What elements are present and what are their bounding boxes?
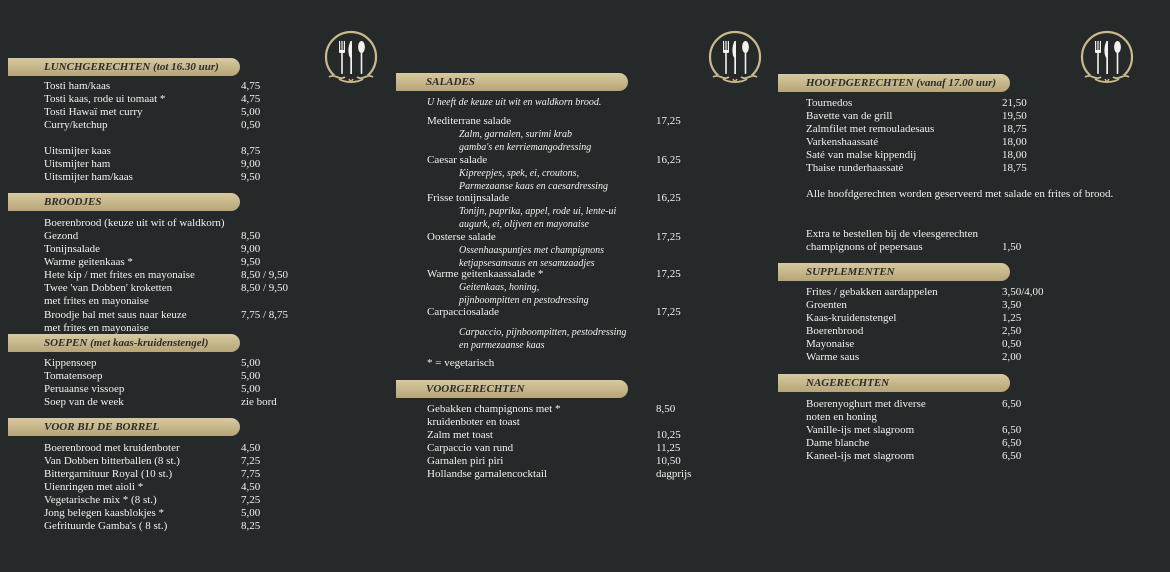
menu-item-price: 10,50 bbox=[656, 455, 681, 467]
section-title: SOEPEN (met kaas-kruidenstengel) bbox=[44, 337, 209, 349]
menu-item-name: Tonijnsalade bbox=[44, 243, 101, 255]
menu-item-price: 0,50 bbox=[241, 119, 261, 131]
menu-item-price: 7,75 / 8,75 bbox=[241, 309, 289, 321]
menu-item-name: Garnalen piri piri bbox=[427, 455, 504, 467]
menu-item-description: Carpaccio, pijnboompitten, pestodressing bbox=[459, 327, 627, 338]
menu-item-price: 5,00 bbox=[241, 507, 261, 519]
section-title: VOORGERECHTEN bbox=[426, 383, 525, 395]
menu-item-description: Tonijn, paprika, appel, rode ui, lente-ui bbox=[459, 206, 617, 217]
menu-item-name: Tosti ham/kaas bbox=[44, 80, 111, 92]
menu-item-price: 9,50 bbox=[241, 171, 261, 183]
cutlery-icon bbox=[707, 29, 763, 89]
menu-item-name: Tournedos bbox=[806, 97, 853, 109]
menu-item-price: 6,50 bbox=[1002, 424, 1022, 436]
menu-item-name: Tosti kaas, rode ui tomaat * bbox=[44, 93, 166, 105]
menu-item-name: Hollandse garnalencocktail bbox=[427, 468, 548, 480]
menu-item-price: 7,25 bbox=[241, 455, 261, 467]
menu-item-price: dagprijs bbox=[656, 468, 692, 480]
menu-item-name: Tosti Hawaï met curry bbox=[44, 106, 143, 118]
menu-item-name: Caesar salade bbox=[427, 154, 488, 166]
menu-item-description: Kipreepjes, spek, ei, croutons, bbox=[459, 168, 580, 179]
menu-item-name: Carpaccio van rund bbox=[427, 442, 514, 454]
menu-item-price: 17,25 bbox=[656, 268, 681, 280]
menu-item-price: 4,75 bbox=[241, 80, 261, 92]
menu-item-price: 18,75 bbox=[1002, 162, 1027, 174]
menu-item-price: 9,50 bbox=[241, 256, 261, 268]
menu-item-price: zie bord bbox=[241, 396, 277, 408]
menu-item-price: 8,50 / 9,50 bbox=[241, 269, 289, 281]
menu-item-name: Dame blanche bbox=[806, 437, 870, 449]
menu-item-price: 21,50 bbox=[1002, 97, 1027, 109]
menu-item-name: Oosterse salade bbox=[427, 231, 496, 243]
menu-item-price: 6,50 bbox=[1002, 437, 1022, 449]
menu-item-price: 8,50 / 9,50 bbox=[241, 282, 289, 294]
section-title: SUPPLEMENTEN bbox=[806, 266, 895, 278]
menu-item-price: 7,75 bbox=[241, 468, 261, 480]
menu-item-name: Kaas-kruidenstengel bbox=[806, 312, 897, 324]
salades-intro: U heeft de keuze uit wit en waldkorn brood. bbox=[427, 97, 602, 108]
menu-item-name: Gefrituurde Gamba's ( 8 st.) bbox=[44, 520, 168, 532]
menu-item-name: Varkenshaassaté bbox=[806, 136, 879, 148]
cutlery-icon bbox=[1079, 29, 1135, 89]
menu-item-name: Kaneel-ijs met slagroom bbox=[806, 450, 915, 462]
menu-item-price: 8,25 bbox=[241, 520, 261, 532]
menu-item-name: Warme geitenkaas * bbox=[44, 256, 133, 268]
menu-item-price: 18,00 bbox=[1002, 149, 1027, 161]
menu-item-price: 5,00 bbox=[241, 383, 261, 395]
menu-item-price: 8,50 bbox=[656, 403, 676, 415]
menu-item-price: 9,00 bbox=[241, 243, 261, 255]
menu-item-name: met frites en mayonaise bbox=[44, 322, 149, 334]
menu-item-name: Uitsmijter ham bbox=[44, 158, 111, 170]
menu-item-description: Geitenkaas, honing, bbox=[459, 282, 540, 293]
menu-item-name: Kippensoep bbox=[44, 357, 97, 369]
section-header-voorgerechten bbox=[396, 380, 628, 398]
menu-item-description: Zalm, garnalen, surimi krab bbox=[459, 129, 573, 140]
menu-item-description: gamba's en kerriemangodressing bbox=[459, 142, 592, 153]
menu-item-name: Warme geitenkaassalade * bbox=[427, 268, 544, 280]
menu-item-price: 16,25 bbox=[656, 192, 681, 204]
menu-item-description: pijnboompitten en pestodressing bbox=[459, 295, 589, 306]
menu-item-price: 18,75 bbox=[1002, 123, 1027, 135]
menu-item-name: Thaise runderhaassaté bbox=[806, 162, 904, 174]
menu-item-name: Mediterrane salade bbox=[427, 115, 511, 127]
menu-item-name: Broodje bal met saus naar keuze bbox=[44, 309, 187, 321]
menu-item-name: Frites / gebakken aardappelen bbox=[806, 286, 938, 298]
menu-item-name: noten en honing bbox=[806, 411, 877, 423]
menu-item-price: 8,75 bbox=[241, 145, 261, 157]
menu-item-name: Jong belegen kaasblokjes * bbox=[44, 507, 165, 519]
section-title: HOOFDGERECHTEN (vanaf 17.00 uur) bbox=[806, 77, 997, 89]
menu-item-price: 3,50/4,00 bbox=[1002, 286, 1044, 298]
menu-item-name: Van Dobben bitterballen (8 st.) bbox=[44, 455, 180, 467]
menu-item-price: 5,00 bbox=[241, 370, 261, 382]
menu-item-price: 6,50 bbox=[1002, 450, 1022, 462]
section-header-lunch bbox=[8, 58, 240, 76]
menu-item-name: Boerenbrood (keuze uit wit of waldkorn) bbox=[44, 217, 225, 229]
menu-item-price: 19,50 bbox=[1002, 110, 1027, 122]
menu-item-price: 4,50 bbox=[241, 442, 261, 454]
menu-item-price: 9,00 bbox=[241, 158, 261, 170]
menu-item-name: Bittergarnituur Royal (10 st.) bbox=[44, 468, 173, 480]
section-header-nagerechten bbox=[778, 374, 1010, 392]
menu-item-price: 5,00 bbox=[241, 357, 261, 369]
menu-item-name: Hete kip / met frites en mayonaise bbox=[44, 269, 195, 281]
menu-item-name: Vegetarische mix * (8 st.) bbox=[44, 494, 157, 506]
menu-item-name: Warme saus bbox=[806, 351, 860, 363]
menu-item-name: Frisse tonijnsalade bbox=[427, 192, 510, 204]
menu-item-name: Boerenyoghurt met diverse bbox=[806, 398, 926, 410]
extra-price: 1,50 bbox=[1002, 241, 1022, 253]
menu-item-price: 3,50 bbox=[1002, 299, 1022, 311]
section-header-hoofdgerechten bbox=[778, 74, 1010, 92]
menu-item-name: Uitsmijter ham/kaas bbox=[44, 171, 133, 183]
menu-item-price: 7,25 bbox=[241, 494, 261, 506]
menu-item-price: 4,75 bbox=[241, 93, 261, 105]
menu-item-price: 18,00 bbox=[1002, 136, 1027, 148]
vegetarian-note: * = vegetarisch bbox=[427, 357, 495, 369]
menu-item-price: 2,00 bbox=[1002, 351, 1022, 363]
menu-item-price: 10,25 bbox=[656, 429, 681, 441]
menu-item-price: 17,25 bbox=[656, 231, 681, 243]
section-title: VOOR BIJ DE BORREL bbox=[44, 421, 160, 433]
menu-item-name: Uitsmijter kaas bbox=[44, 145, 111, 157]
menu-item-name: Bavette van de grill bbox=[806, 110, 893, 122]
menu-item-description: Ossenhaaspuntjes met champignons bbox=[459, 245, 604, 256]
menu-item-price: 8,50 bbox=[241, 230, 261, 242]
section-header-supplementen bbox=[778, 263, 1010, 281]
hoofdgerechten-note: Alle hoofdgerechten worden geserveerd met salade en frites of brood. bbox=[806, 188, 1114, 200]
menu-item-price: 2,50 bbox=[1002, 325, 1022, 337]
menu-item-price: 17,25 bbox=[656, 115, 681, 127]
menu-item-name: Twee 'van Dobben' kroketten bbox=[44, 282, 173, 294]
menu-item-name: Saté van malse kippendij bbox=[806, 149, 917, 161]
menu-item-name: Boerenbrood met kruidenboter bbox=[44, 442, 180, 454]
section-header-broodjes bbox=[8, 193, 240, 211]
menu-item-price: 0,50 bbox=[1002, 338, 1022, 350]
menu-item-name: Zalm met toast bbox=[427, 429, 493, 441]
menu-item-description: Parmezaanse kaas en caesardressing bbox=[459, 181, 608, 192]
menu-item-price: 11,25 bbox=[656, 442, 681, 454]
menu-item-price: 6,50 bbox=[1002, 398, 1022, 410]
menu-item-name: Boerenbrood bbox=[806, 325, 864, 337]
menu-item-name: Mayonaise bbox=[806, 338, 855, 350]
menu-item-name: met frites en mayonaise bbox=[44, 295, 149, 307]
section-header-soepen bbox=[8, 334, 240, 352]
menu-item-name: Uienringen met aioli * bbox=[44, 481, 144, 493]
section-title: LUNCHGERECHTEN (tot 16.30 uur) bbox=[44, 61, 219, 73]
menu-item-name: Gebakken champignons met * bbox=[427, 403, 561, 415]
menu-item-name: Groenten bbox=[806, 299, 847, 311]
menu-item-name: Vanille-ijs met slagroom bbox=[806, 424, 915, 436]
menu-item-name: Zalmfilet met remouladesaus bbox=[806, 123, 935, 135]
menu-item-price: 1,25 bbox=[1002, 312, 1022, 324]
menu-item-price: 16,25 bbox=[656, 154, 681, 166]
menu-item-price: 17,25 bbox=[656, 306, 681, 318]
extra-line-2: champignons of pepersaus bbox=[806, 241, 923, 253]
menu-item-name: Soep van de week bbox=[44, 396, 124, 408]
section-header-borrel bbox=[8, 418, 240, 436]
menu-item-description: ketjapsesamsaus en sesamzaadjes bbox=[459, 258, 595, 269]
menu-item-name: Tomatensoep bbox=[44, 370, 103, 382]
section-header-salades bbox=[396, 73, 628, 91]
menu-item-description: augurk, ei, olijven en mayonaise bbox=[459, 219, 589, 230]
menu-item-description: en parmezaanse kaas bbox=[459, 340, 545, 351]
menu-item-name: Curry/ketchup bbox=[44, 119, 108, 131]
menu-item-price: 4,50 bbox=[241, 481, 261, 493]
menu-item-name: Peruaanse vissoep bbox=[44, 383, 125, 395]
menu-item-name: kruidenboter en toast bbox=[427, 416, 520, 428]
section-title: NAGERECHTEN bbox=[806, 377, 890, 389]
section-title: SALADES bbox=[426, 76, 475, 88]
menu-item-price: 5,00 bbox=[241, 106, 261, 118]
cutlery-icon bbox=[323, 29, 379, 89]
extra-line-1: Extra te bestellen bij de vleesgerechten bbox=[806, 228, 978, 240]
menu-item-name: Gezond bbox=[44, 230, 79, 242]
menu-item-name: Carpacciosalade bbox=[427, 306, 500, 318]
section-title: BROODJES bbox=[44, 196, 102, 208]
